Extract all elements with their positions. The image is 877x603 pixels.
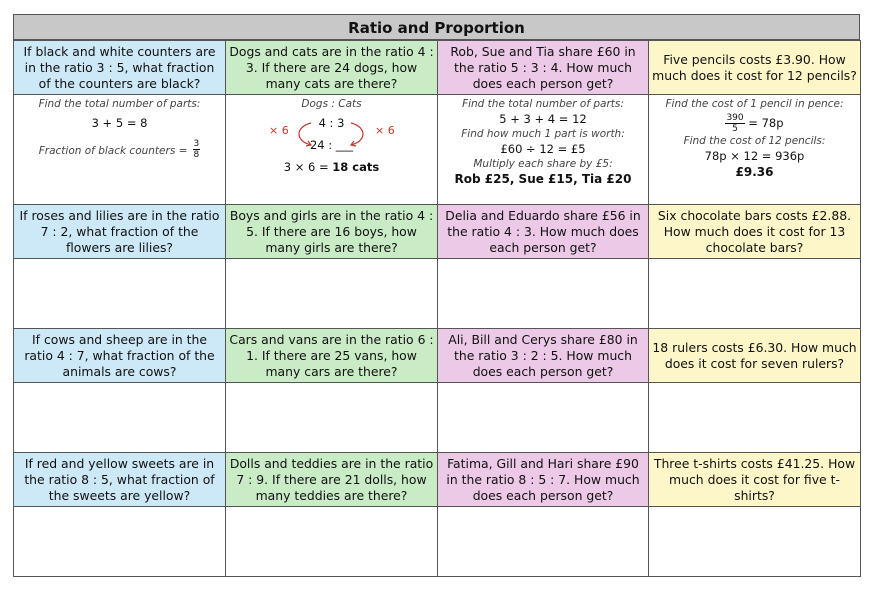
question-row [14, 41, 861, 95]
answer: 18 cats [332, 160, 380, 174]
answer-space[interactable] [649, 383, 861, 453]
unitary-question: Five pencils costs £3.90. How much does it cost for 12 pencils? [649, 41, 861, 95]
answer-space[interactable] [649, 507, 861, 577]
ratio-line: 4 : 3 [318, 116, 345, 130]
answer-space[interactable] [14, 259, 226, 329]
proportion-worked-example [226, 95, 438, 205]
answer: £9.36 [735, 165, 774, 179]
multiplier-left: × 6 [269, 124, 289, 137]
fraction-question: If roses and lilies are in the ratio 7 : 2, what fraction of the flowers are lilies? [14, 205, 226, 259]
calc-line: 78p × 12 = 936p [704, 149, 805, 163]
answer: Rob £25, Sue £15, Tia £20 [454, 172, 632, 186]
fraction-question: If black and white counters are in the ratio 3 : 5, what fraction of the counters are black? [14, 41, 226, 95]
sum-line: 3 + 5 = 8 [91, 116, 148, 130]
answer-space[interactable] [14, 507, 226, 577]
fraction-question: If cows and sheep are in the ratio 4 : 7, what fraction of the animals are cows? [14, 329, 226, 383]
share-question: Delia and Eduardo share £56 in the ratio 4 : 3. How much does each person get? [438, 205, 649, 259]
divide-line: £60 ÷ 12 = £5 [500, 142, 586, 156]
worksheet [13, 14, 860, 577]
question-row [14, 329, 861, 383]
step-text: Find the total number of parts: [462, 98, 624, 110]
answer-space[interactable] [226, 259, 438, 329]
step-text: Find how much 1 part is worth: [461, 128, 625, 140]
scaled-ratio-line: 24 : ___ [309, 138, 354, 152]
fraction-worked-example [14, 95, 226, 205]
answer-row [14, 383, 861, 453]
worked-example-row [14, 95, 861, 205]
fraction-answer: $\frac{3}{8}$ [193, 139, 200, 160]
share-question: Rob, Sue and Tia share £60 in the ratio 5 : 3 : 4. How much does each person get? [438, 41, 649, 95]
proportion-question: Dogs and cats are in the ratio 4 : 3. If there are 24 dogs, how many cats are there? [226, 41, 438, 95]
fraction-question: If red and yellow sweets are in the ratio 8 : 5, what fraction of the sweets are yellow? [14, 453, 226, 507]
question-row [14, 453, 861, 507]
sum-line: 5 + 3 + 4 = 12 [499, 112, 587, 126]
answer-space[interactable] [14, 383, 226, 453]
share-question: Ali, Bill and Cerys share £80 in the ratio 3 : 2 : 5. How much does each person get? [438, 329, 649, 383]
multiplier-right: × 6 [375, 124, 395, 137]
answer-row [14, 507, 861, 577]
answer-row [14, 259, 861, 329]
unit-fraction: $\frac{390}{5}$ [726, 113, 744, 134]
step-text: Find the cost of 12 pencils: [683, 135, 826, 147]
answer-space[interactable] [438, 259, 649, 329]
answer-space[interactable] [438, 383, 649, 453]
calc-line: 3 × 6 = [283, 160, 329, 174]
step-text: Find the total number of parts: [38, 98, 201, 110]
question-grid [13, 40, 861, 577]
worksheet-title: Ratio and Proportion [13, 14, 860, 40]
unit-cost: = 78p [748, 116, 784, 130]
answer-space[interactable] [649, 259, 861, 329]
unitary-question: Three t-shirts costs £41.25. How much does it cost for five t-shirts? [649, 453, 861, 507]
proportion-question: Boys and girls are in the ratio 4 : 5. If there are 16 boys, how many girls are there? [226, 205, 438, 259]
answer-space[interactable] [226, 383, 438, 453]
step-text: Fraction of black counters = [38, 145, 188, 157]
ratio-heading: Dogs : Cats [301, 98, 362, 110]
unitary-worked-example [649, 95, 861, 205]
unitary-question: 18 rulers costs £6.30. How much does it cost for seven rulers? [649, 329, 861, 383]
question-row [14, 205, 861, 259]
answer-space[interactable] [438, 507, 649, 577]
step-text: Multiply each share by £5: [473, 158, 613, 170]
step-text: Find the cost of 1 pencil in pence: [665, 98, 844, 110]
answer-space[interactable] [226, 507, 438, 577]
share-worked-example [438, 95, 649, 205]
unitary-question: Six chocolate bars costs £2.88. How much does it cost for 13 chocolate bars? [649, 205, 861, 259]
proportion-question: Cars and vans are in the ratio 6 : 1. If there are 25 vans, how many cars are there? [226, 329, 438, 383]
share-question: Fatima, Gill and Hari share £90 in the ratio 8 : 5 : 7. How much does each person get? [438, 453, 649, 507]
proportion-question: Dolls and teddies are in the ratio 7 : 9. If there are 21 dolls, how many teddies are there? [226, 453, 438, 507]
